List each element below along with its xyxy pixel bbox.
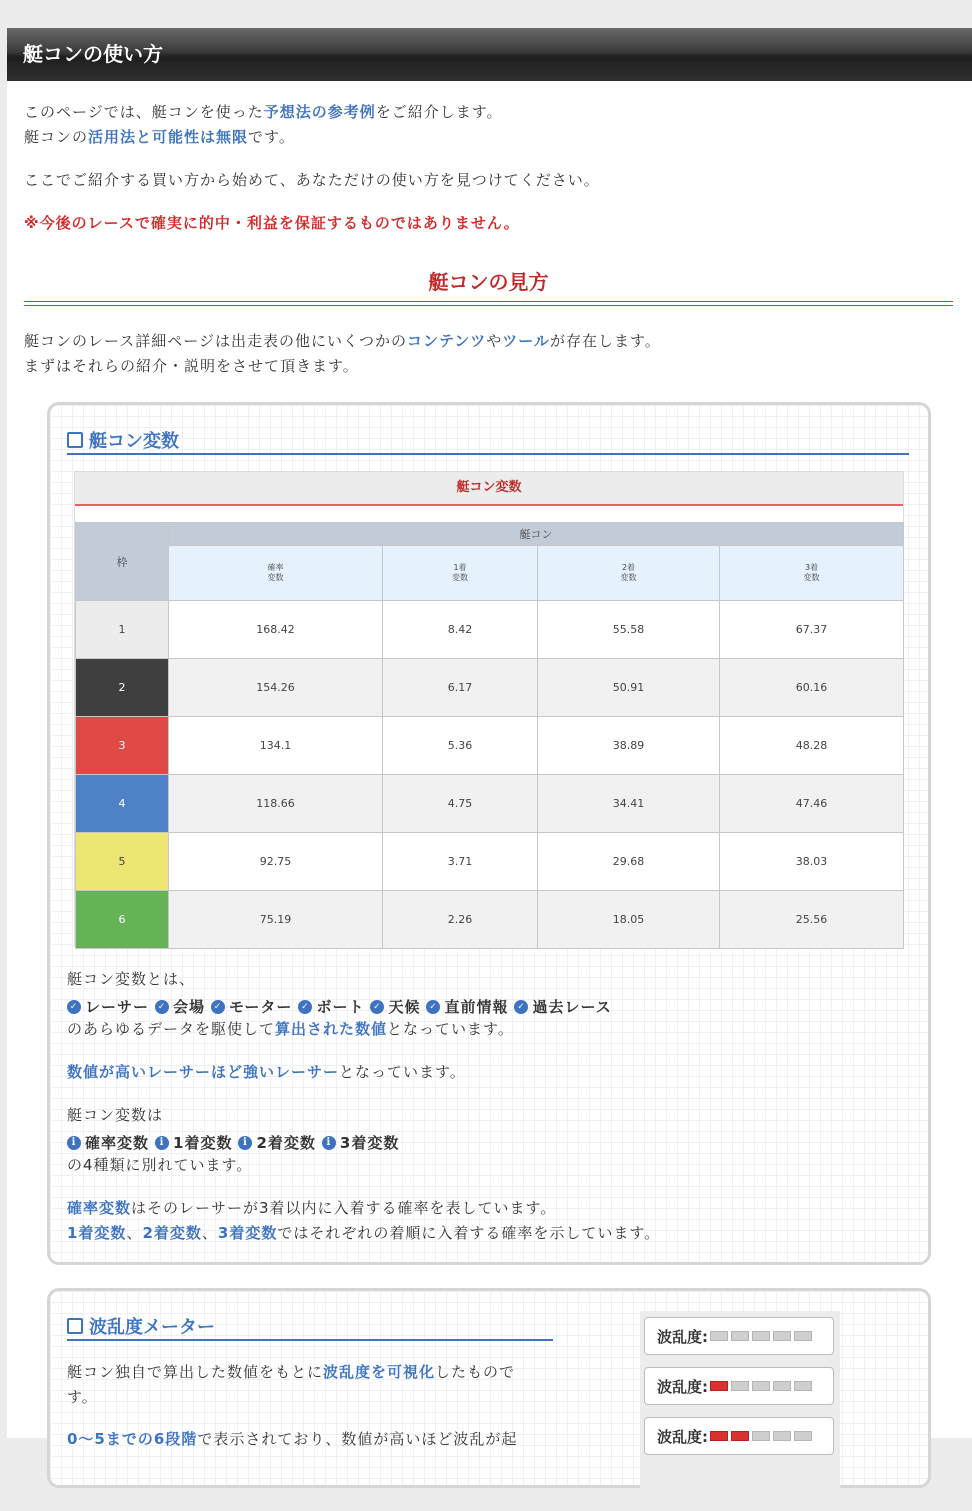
- intro-line-3: ここでご紹介する買い方から始めて、あなただけの使い方を見つけてください。: [24, 171, 600, 189]
- meter-cell: [731, 1431, 749, 1441]
- table-row: [76, 775, 904, 833]
- waku-cell: 6: [76, 891, 169, 949]
- second-variable-highlight: 2着変数: [142, 1224, 202, 1242]
- check-circle-icon: ✓: [426, 1000, 440, 1014]
- meter-cell: [773, 1331, 791, 1341]
- waku-cell: 5: [76, 833, 169, 891]
- meter-cells: [710, 1381, 812, 1391]
- data-item-label: ボート: [316, 997, 365, 1016]
- meter-card: [47, 1288, 931, 1488]
- computed-value-highlight: 算出された数値: [275, 1020, 388, 1038]
- data-item-label: 直前情報: [444, 997, 509, 1016]
- variables-table-frame: [74, 471, 904, 947]
- data-item: [426, 995, 508, 1020]
- info-circle-icon: i: [322, 1136, 336, 1150]
- column-header-4: 3着 変数: [720, 546, 904, 601]
- value-cell: 6.17: [383, 659, 538, 717]
- check-circle-icon: ✓: [211, 1000, 225, 1014]
- types-after: の4種類に別れています。: [67, 1156, 253, 1174]
- group-header: 艇コン: [169, 523, 904, 546]
- data-item: [155, 995, 205, 1020]
- meter-example: [644, 1317, 834, 1355]
- meter-desc-1b: す。: [67, 1388, 98, 1406]
- data-item-label: 会場: [173, 997, 206, 1016]
- variable-type: [155, 1131, 232, 1156]
- section-divider: [24, 301, 953, 302]
- value-cell: 3.71: [383, 833, 538, 891]
- meter-heading-label: 波乱度メーター: [89, 1317, 215, 1338]
- explanation-2: 1着変数、2着変数、3着変数ではそれぞれの着順に入着する確率を示しています。: [67, 1224, 661, 1242]
- info-circle-icon: i: [155, 1136, 169, 1150]
- tools-link: ツール: [502, 332, 550, 350]
- value-cell: 2.26: [383, 891, 538, 949]
- waku-cell: 2: [76, 659, 169, 717]
- value-cell: 34.41: [538, 775, 720, 833]
- meter-cells: [710, 1431, 812, 1441]
- table-row: [76, 891, 904, 949]
- meter-label: 波乱度:: [657, 1377, 708, 1396]
- checkbox-square-icon: [67, 432, 83, 448]
- waku-header: 枠: [76, 523, 169, 601]
- variables-card: [47, 402, 931, 1265]
- intro-highlight-1: 予想法の参考例: [263, 103, 376, 121]
- section-divider-2: [24, 305, 953, 306]
- value-cell: 118.66: [169, 775, 383, 833]
- meter-example: [644, 1417, 834, 1455]
- meter-label: 波乱度:: [657, 1427, 708, 1446]
- waku-cell: 1: [76, 601, 169, 659]
- waku-cell: 3: [76, 717, 169, 775]
- variable-type: [322, 1131, 399, 1156]
- meter-cell: [752, 1381, 770, 1391]
- intro-highlight-2: 活用法と可能性は無限: [88, 128, 249, 146]
- variable-type-label: 2着変数: [256, 1133, 316, 1152]
- data-item-label: 過去レース: [532, 997, 612, 1016]
- meter-desc-1: 艇コン独自で算出した数値をもとに波乱度を可視化したもので: [67, 1363, 516, 1381]
- table-row: [76, 659, 904, 717]
- meter-cell: [794, 1331, 812, 1341]
- check-circle-icon: ✓: [370, 1000, 384, 1014]
- meter-cell: [773, 1431, 791, 1441]
- data-item: [514, 995, 611, 1020]
- value-cell: 5.36: [383, 717, 538, 775]
- table-row: [76, 833, 904, 891]
- meter-cell: [710, 1381, 728, 1391]
- visualize-highlight: 波乱度を可視化: [323, 1363, 436, 1381]
- data-item: [370, 995, 420, 1020]
- info-circle-icon: i: [67, 1136, 81, 1150]
- variables-heading: [67, 427, 179, 453]
- meter-cell: [710, 1331, 728, 1341]
- check-circle-icon: ✓: [514, 1000, 528, 1014]
- meter-label: 波乱度:: [657, 1327, 708, 1346]
- warning-text: ※今後のレースで確実に的中・利益を保証するものではありません。: [24, 214, 520, 232]
- section-para-1: 艇コンのレース詳細ページは出走表の他にいくつかのコンテンツやツールが存在します。: [24, 332, 661, 350]
- strong-racer-text: 数値が高いレーサーほど強いレーサーとなっています。: [67, 1063, 466, 1081]
- waku-cell: 4: [76, 775, 169, 833]
- desc-intro: 艇コン変数とは、: [67, 970, 196, 988]
- data-item: [211, 995, 292, 1020]
- value-cell: 38.89: [538, 717, 720, 775]
- value-cell: 92.75: [169, 833, 383, 891]
- six-levels-highlight: 0〜5までの6段階: [67, 1430, 198, 1448]
- data-items-list: [67, 992, 618, 1020]
- table-row: [76, 717, 904, 775]
- column-header-3: 2着 変数: [538, 546, 720, 601]
- table-row: [76, 601, 904, 659]
- value-cell: 47.46: [720, 775, 904, 833]
- meter-cell: [773, 1381, 791, 1391]
- section-title: 艇コンの見方: [428, 270, 549, 294]
- check-circle-icon: ✓: [298, 1000, 312, 1014]
- meter-desc-2: 0〜5までの6段階で表示されており、数値が高いほど波乱が起: [67, 1430, 518, 1448]
- variables-heading-label: 艇コン変数: [89, 431, 179, 452]
- first-variable-highlight: 1着変数: [67, 1224, 127, 1242]
- variables-heading-rule: [67, 453, 909, 455]
- data-item-label: モーター: [229, 997, 293, 1016]
- value-cell: 48.28: [720, 717, 904, 775]
- variable-type-label: 確率変数: [85, 1133, 150, 1152]
- meter-cell: [794, 1431, 812, 1441]
- contents-link: コンテンツ: [406, 332, 487, 350]
- intro-line-1: このページでは、艇コンを使った予想法の参考例をご紹介します。: [24, 103, 503, 121]
- types-list: [67, 1128, 405, 1156]
- meter-cell: [731, 1331, 749, 1341]
- meter-cell: [752, 1431, 770, 1441]
- value-cell: 60.16: [720, 659, 904, 717]
- table-caption: 艇コン変数: [75, 472, 903, 506]
- column-header-2: 1着 変数: [383, 546, 538, 601]
- value-cell: 168.42: [169, 601, 383, 659]
- variable-type: [238, 1131, 315, 1156]
- variable-type-label: 3着変数: [339, 1133, 400, 1152]
- value-cell: 154.26: [169, 659, 383, 717]
- meter-cells: [710, 1331, 812, 1341]
- section-para-2: まずはそれらの紹介・説明をさせて頂きます。: [24, 357, 359, 375]
- third-variable-highlight: 3着変数: [217, 1224, 278, 1242]
- value-cell: 25.56: [720, 891, 904, 949]
- checkbox-square-icon: [67, 1318, 83, 1334]
- explanation-1: 確率変数はそのレーサーが3着以内に入着する確率を表しています。: [67, 1199, 557, 1217]
- value-cell: 67.37: [720, 601, 904, 659]
- meter-cell: [794, 1381, 812, 1391]
- meter-cell: [752, 1331, 770, 1341]
- value-cell: 8.42: [383, 601, 538, 659]
- check-circle-icon: ✓: [155, 1000, 169, 1014]
- column-header-1: 確率 変数: [169, 546, 383, 601]
- value-cell: 29.68: [538, 833, 720, 891]
- intro-line-2: 艇コンの活用法と可能性は無限です。: [24, 128, 295, 146]
- value-cell: 18.05: [538, 891, 720, 949]
- prob-variable-highlight: 確率変数: [67, 1199, 132, 1217]
- meter-cell: [710, 1431, 728, 1441]
- check-circle-icon: ✓: [67, 1000, 81, 1014]
- page-title: 艇コンの使い方: [7, 28, 972, 81]
- value-cell: 50.91: [538, 659, 720, 717]
- variable-type: [67, 1131, 149, 1156]
- meter-heading: [67, 1313, 215, 1339]
- meter-examples: [640, 1311, 840, 1511]
- value-cell: 55.58: [538, 601, 720, 659]
- value-cell: 4.75: [383, 775, 538, 833]
- value-cell: 75.19: [169, 891, 383, 949]
- data-item-label: レーサー: [85, 997, 150, 1016]
- variables-table: [75, 522, 904, 949]
- variable-type-label: 1着変数: [173, 1133, 233, 1152]
- value-cell: 134.1: [169, 717, 383, 775]
- page: [7, 28, 972, 1448]
- strong-racer-highlight: 数値が高いレーサーほど強いレーサー: [67, 1063, 340, 1081]
- data-item: [67, 995, 149, 1020]
- types-intro: 艇コン変数は: [67, 1106, 164, 1124]
- meter-cell: [731, 1381, 749, 1391]
- data-item: [298, 995, 364, 1020]
- meter-example: [644, 1367, 834, 1405]
- meter-heading-rule: [67, 1339, 553, 1341]
- value-cell: 38.03: [720, 833, 904, 891]
- data-item-label: 天候: [388, 997, 421, 1016]
- info-circle-icon: i: [238, 1136, 252, 1150]
- desc-after: のあらゆるデータを駆使して算出された数値となっています。: [67, 1020, 514, 1038]
